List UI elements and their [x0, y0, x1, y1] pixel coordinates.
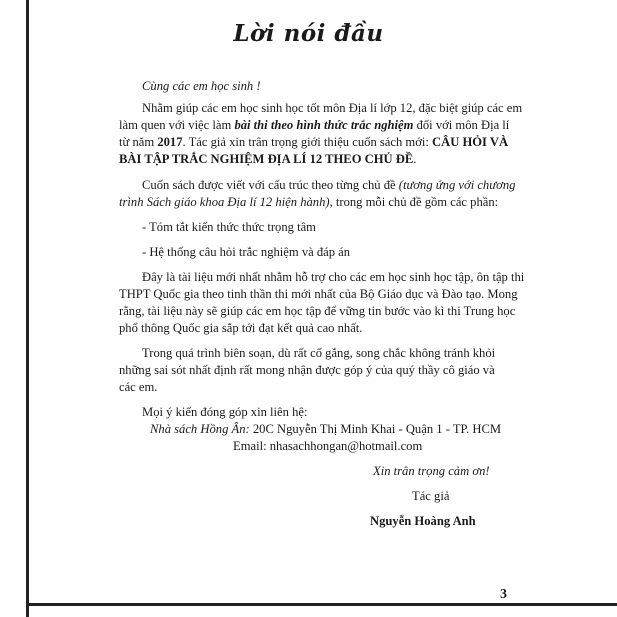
- contact-email: Email: nhasachhongan@hotmail.com: [233, 439, 423, 453]
- author-name: Nguyễn Hoàng Anh: [370, 514, 476, 528]
- text-span: đối với môn Địa lí: [413, 118, 510, 132]
- paragraph-2-line-2: [119, 194, 498, 211]
- contact-intro: Mọi ý kiến đóng góp xin liên hệ:: [142, 405, 308, 419]
- bullet-item: - Tóm tắt kiến thức thức trọng tâm: [142, 220, 316, 234]
- page-number: 3: [500, 587, 507, 602]
- page-title: Lời nói đầu: [233, 20, 384, 47]
- book-title-part-1: CÂU HỎI VÀ: [432, 135, 509, 149]
- page-edge-bottom: [26, 603, 617, 606]
- paragraph-3-line: THPT Quốc gia theo tinh thần thi mới nhất của Bộ Giáo dục và Đào tạo. Mong: [119, 287, 518, 301]
- text-span: . Tác giả xin trân trọng giới thiệu cuốn sách mới:: [182, 135, 433, 149]
- paragraph-3-line: Đây là tài liệu mới nhất nhằm hỗ trợ cho các em học sinh học tập, ôn tập thi: [142, 270, 525, 284]
- book-title-part-2: BÀI TẬP TRẮC NGHIỆM ĐỊA LÍ 12 THEO CHỦ ĐỀ: [119, 152, 414, 166]
- paragraph-4-line: Trong quá trình biên soạn, dù rất cố gắng, song chắc không tránh khỏi: [142, 346, 496, 360]
- year-text: 2017: [157, 135, 183, 149]
- address-text: 20C Nguyễn Thị Minh Khai - Quận 1 - TP. HCM: [249, 422, 502, 436]
- paragraph-3-line: rằng, tài liệu này sẽ giúp các em học tập để vững tin bước vào kì thi Trung học: [119, 304, 516, 318]
- text-span: từ năm: [119, 135, 158, 149]
- text-span: .: [413, 152, 417, 166]
- paragraph-3-line: phổ thông Quốc gia sắp tới đạt kết quả cao nhất.: [119, 321, 363, 335]
- paragraph-1-line-4: [119, 151, 416, 168]
- closing-text: Xin trân trọng cảm ơn!: [373, 464, 490, 478]
- text-span: làm quen với việc làm: [119, 118, 235, 132]
- paragraph-4-line: các em.: [119, 380, 158, 394]
- text-span: , trong mỗi chủ đề gồm các phần:: [329, 195, 499, 209]
- bullet-item: - Hệ thống câu hỏi trắc nghiệm và đáp án: [142, 245, 351, 259]
- paragraph-1-line-1: Nhằm giúp các em học sinh học tốt môn Địa lí lớp 12, đặc biệt giúp các em: [142, 101, 523, 115]
- paragraph-1-line-2: [119, 117, 509, 134]
- text-span: Cuốn sách được viết với cấu trúc theo từng chủ đề: [142, 178, 399, 192]
- italic-text: (tương ứng với chương: [398, 178, 516, 192]
- author-label: Tác giả: [412, 489, 450, 503]
- paragraph-1-line-3: [119, 134, 508, 151]
- paragraph-4-line: những sai sót nhất định rất mong nhận được góp ý của quý thầy cô giáo và: [119, 363, 495, 377]
- greeting: Cùng các em học sinh !: [142, 79, 261, 93]
- shop-name: Nhà sách Hồng Ân:: [150, 422, 250, 436]
- italic-text: trình Sách giáo khoa Địa lí 12 hiện hành): [119, 195, 330, 209]
- paragraph-2-line-1: [142, 177, 515, 194]
- contact-address: [150, 421, 501, 438]
- page-edge-left: [26, 0, 29, 617]
- emphasis-text: bài thi theo hình thức trắc nghiệm: [234, 118, 414, 132]
